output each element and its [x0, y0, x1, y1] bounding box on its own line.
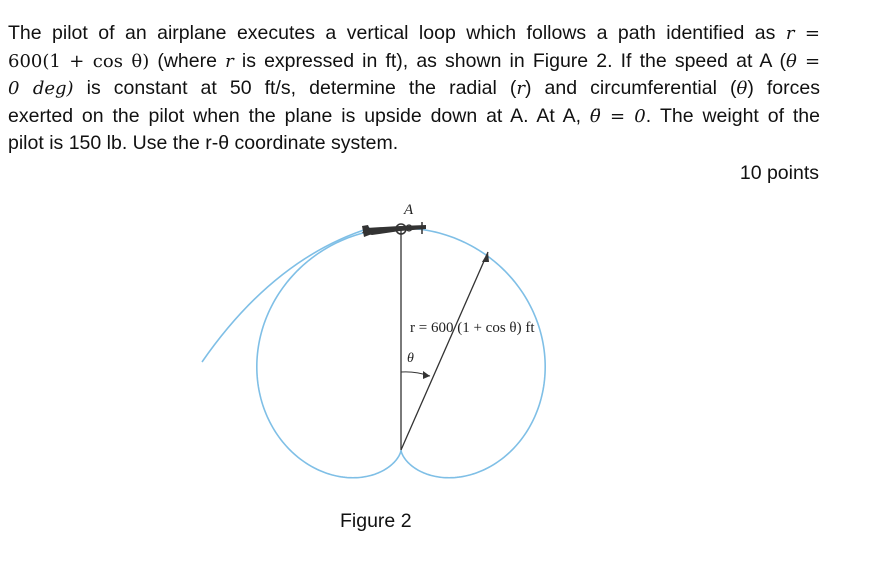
airplane-icon — [362, 222, 426, 237]
problem-text: The pilot of an airplane executes a vertical loop which follows a path identified as — [8, 22, 776, 44]
math-r: r — [225, 50, 234, 72]
radial-line — [401, 252, 488, 450]
problem-text: ) forces — [747, 77, 820, 99]
math-theta-ddot: θ̈ = 0 — [589, 105, 646, 127]
problem-text: ) and circumferential ( — [524, 77, 737, 99]
point-a-label: A — [404, 202, 414, 218]
math-expression: 600(1 + cos θ) — [8, 50, 150, 72]
math-deg: 0 deg) — [8, 78, 74, 99]
equation-label: r = 600 (1 + cos θ) ft — [410, 320, 535, 336]
math-equals: = — [804, 50, 821, 72]
math-r: r — [785, 23, 795, 44]
points-label: 10 points — [739, 162, 819, 184]
math-theta: θ — [785, 50, 797, 72]
problem-text: is constant at 50 ft/s, determine the radial ( — [86, 77, 517, 99]
math-theta: θ — [736, 78, 748, 99]
math-r: r — [516, 78, 525, 99]
theta-label: θ — [407, 351, 414, 366]
figure-caption: Figure 2 — [340, 510, 412, 532]
approach-path — [202, 228, 370, 362]
problem-text: exerted on the pilot when the plane is upside down at A. At A, — [8, 104, 582, 127]
problem-text: . The weight of the — [645, 104, 820, 127]
math-equals: = — [804, 23, 820, 44]
angle-arrowhead — [423, 371, 430, 379]
problem-line-5: pilot is 150 lb. Use the r-θ coordinate system. — [8, 132, 399, 154]
problem-text: (where — [157, 49, 217, 72]
problem-text: is expressed in ft), as shown in Figure 2. If the speed at A ( — [241, 49, 786, 72]
